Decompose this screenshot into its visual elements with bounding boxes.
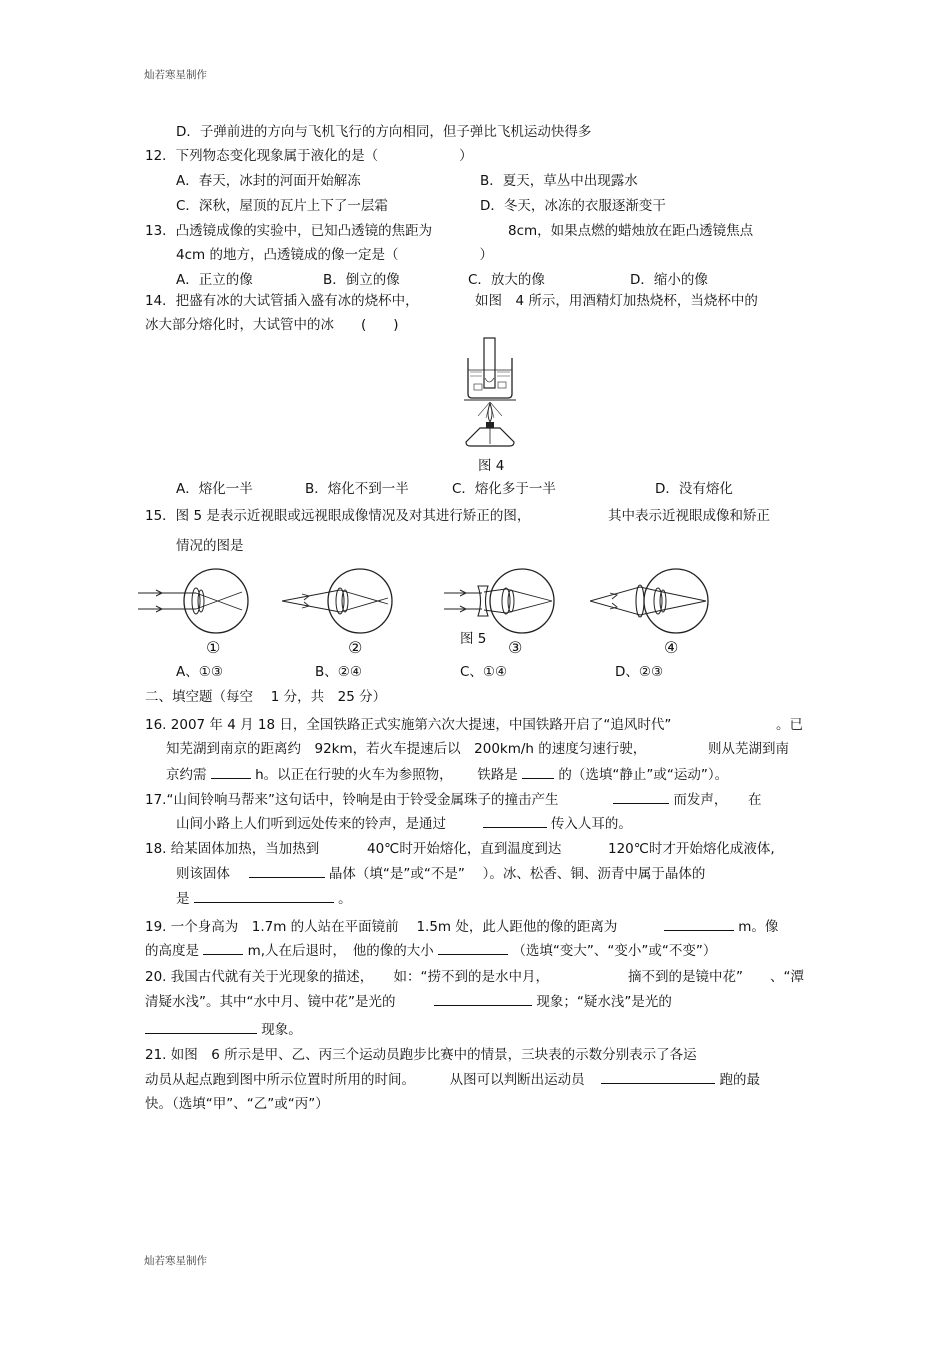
q18-blank-crystal[interactable] [249, 864, 325, 878]
q21-line2a: 动员从起点跑到图中所示位置时所用的时间。 [145, 1072, 415, 1088]
q16-line1b: 。已 [776, 717, 803, 733]
q18-line2b: 晶体（填“是”或“不是” ）。冰、松香、铜、沥青中属于晶体的 [328, 866, 706, 882]
q20-line3 [145, 1020, 302, 1039]
figure-5-caption: 图 5 [460, 631, 487, 647]
q17-line2b: 传入人耳的。 [550, 816, 632, 832]
q19-line1b: m。像 [738, 919, 779, 935]
figure-5-label-2: ② [348, 638, 363, 657]
q17-line1 [145, 790, 761, 809]
q16-line3a: 京约需 [166, 767, 207, 783]
q17-line1a: 17.“山间铃响马帮来”这句话中，铃响是由于铃受金属珠子的撞击产生 [145, 792, 559, 808]
q16-line2b: 则从芜湖到南 [708, 741, 789, 757]
q16-line3b: h。以正在行驶的火车为参照物， [255, 767, 453, 783]
q16-line3 [166, 765, 728, 784]
q15-option-c: C、①④ [460, 664, 508, 680]
q13-stem-b: 8cm，如果点燃的蜡烛放在距凸透镜焦点 [508, 223, 754, 239]
page-footer: 灿若寒星制作 [144, 1255, 207, 1267]
q19-line2a: 的高度是 [145, 943, 199, 959]
figure-5-eye-1 [138, 564, 250, 640]
q14-stem-a: 14．把盛有冰的大试管插入盛有冰的烧杯中， [145, 293, 419, 309]
q17-blank-medium[interactable] [483, 814, 547, 828]
q15-stem-a: 15．图 5 是表示近视眼或远视眼成像情况及对其进行矫正的图， [145, 508, 531, 524]
q18-line1a: 18. 给某固体加热，当加热到 [145, 841, 320, 857]
q19-line2 [145, 941, 716, 960]
q21-line2c: 跑的最 [719, 1072, 760, 1088]
q18-line3a: 是 [176, 891, 190, 907]
q17-blank-vibration[interactable] [613, 790, 669, 804]
q14-option-b: B．熔化不到一半 [305, 481, 409, 497]
q19-line2c: （选填“变大”、“变小”或“不变”） [512, 943, 717, 959]
q18-line1b: 40℃时开始熔化，直到温度到达 [367, 841, 562, 857]
q14-option-c: C．熔化多于一半 [452, 481, 556, 497]
figure-4-apparatus [460, 336, 520, 454]
q14-stem-b: 如图 4 所示，用酒精灯加热烧杯，当烧杯中的 [475, 293, 758, 309]
q14-option-d: D．没有熔化 [655, 481, 733, 497]
q21-line2b: 从图可以判断出运动员 [449, 1072, 585, 1088]
q21-line2 [145, 1070, 760, 1089]
figure-4-caption: 图 4 [478, 458, 505, 474]
figure-5-eye-2 [282, 564, 394, 640]
q13-option-c: C．放大的像 [468, 272, 545, 288]
q20-line1c: 、“潭 [770, 969, 804, 985]
q18-line2a: 则该固体 [176, 866, 230, 882]
q15-option-b: B、②④ [315, 664, 362, 680]
q20-blank-reflection[interactable] [434, 992, 532, 1006]
q18-blank-crystals[interactable] [194, 889, 334, 903]
figure-5-eye-4 [590, 564, 710, 640]
q16-line2a: 知芜湖到南京的距离约 92km，若火车提速后以 200km/h 的速度匀速行驶， [166, 741, 647, 757]
figure-5-label-4: ④ [664, 638, 679, 657]
q15-option-a: A、①③ [176, 664, 223, 680]
q17-line2a: 山间小路上人们听到远处传来的铃声，是通过 [176, 816, 446, 832]
q20-line1a: 20. 我国古代就有关于光现象的描述， 如：“捞不到的是水中月， [145, 969, 550, 985]
q21-line1: 21. 如图 6 所示是甲、乙、丙三个运动员跑步比赛中的情景，三块表的示数分别表示了各运 [145, 1047, 697, 1063]
q12-option-a: A．春天，冰封的河面开始解冻 [176, 173, 361, 189]
q13-option-a: A．正立的像 [176, 272, 253, 288]
q20-line1b: 摘不到的是镜中花” [628, 969, 743, 985]
q15-option-d: D、②③ [615, 664, 664, 680]
q20-line2b: 现象；“疑水浅”是光的 [536, 994, 672, 1010]
q19-line1 [145, 917, 778, 936]
q15-stem-c: 情况的图是 [176, 538, 244, 554]
q16-line3d: 的（选填“静止”或“运动”）。 [558, 767, 729, 783]
q12-stem: 12．下列物态变化现象属于液化的是（ ） [145, 148, 473, 164]
q13-option-d: D．缩小的像 [630, 272, 708, 288]
q19-blank-size[interactable] [438, 941, 508, 955]
q12-option-b: B．夏天，草丛中出现露水 [480, 173, 638, 189]
q20-blank-refraction[interactable] [145, 1020, 257, 1034]
page-header: 灿若寒星制作 [144, 69, 207, 81]
q19-blank-height[interactable] [203, 941, 243, 955]
q17-line2 [176, 814, 632, 833]
q16-blank-time[interactable] [211, 765, 251, 779]
figure-5-label-3: ③ [508, 638, 523, 657]
q14-stem-c: 冰大部分熔化时，大试管中的冰 ( ) [145, 317, 399, 333]
q13-stem-c: 4cm 的地方，凸透镜成的像一定是（ ） [176, 247, 493, 263]
q13-option-b: B．倒立的像 [323, 272, 400, 288]
q21-line3: 快。（选填“甲”、“乙”或“丙”） [145, 1096, 329, 1112]
q16-blank-motion[interactable] [522, 765, 554, 779]
q18-line3b: 。 [338, 891, 352, 907]
q18-line3 [176, 889, 352, 908]
q16-line1a: 16. 2007 年 4 月 18 日，全国铁路正式实施第六次大提速，中国铁路开启了“追风时代” [145, 717, 672, 733]
q11-option-d: D．子弹前进的方向与飞机飞行的方向相同，但子弹比飞机运动快得多 [176, 124, 592, 140]
q13-stem-a: 13．凸透镜成像的实验中，已知凸透镜的焦距为 [145, 223, 433, 239]
q14-option-a: A．熔化一半 [176, 481, 253, 497]
q19-blank-distance[interactable] [664, 917, 734, 931]
q20-line2a: 清疑水浅”。其中“水中月、镜中花”是光的 [145, 994, 396, 1010]
q20-line3: 现象。 [261, 1022, 302, 1038]
q17-line1b: 而发声， [673, 792, 728, 808]
q18-line1c: 120℃时才开始熔化成液体, [608, 841, 775, 857]
q21-blank-runner[interactable] [601, 1070, 715, 1084]
q19-line2b: m,人在后退时， 他的像的大小 [247, 943, 434, 959]
section-2-title: 二、填空题（每空 1 分，共 25 分） [145, 689, 387, 705]
q15-stem-b: 其中表示近视眼成像和矫正 [608, 508, 770, 524]
q16-line3c: 铁路是 [477, 767, 518, 783]
q17-line1c: 在 [747, 792, 762, 808]
q12-option-c: C．深秋，屋顶的瓦片上下了一层霜 [176, 198, 388, 214]
q18-line2 [176, 864, 705, 883]
q19-line1a: 19. 一个身高为 1.7m 的人站在平面镜前 1.5m 处，此人距他的像的距离为 [145, 919, 618, 935]
figure-5-label-1: ① [206, 638, 221, 657]
q12-option-d: D．冬天，冰冻的衣服逐渐变干 [480, 198, 666, 214]
q20-line2 [145, 992, 672, 1011]
figure-5-eye-3 [444, 564, 556, 640]
